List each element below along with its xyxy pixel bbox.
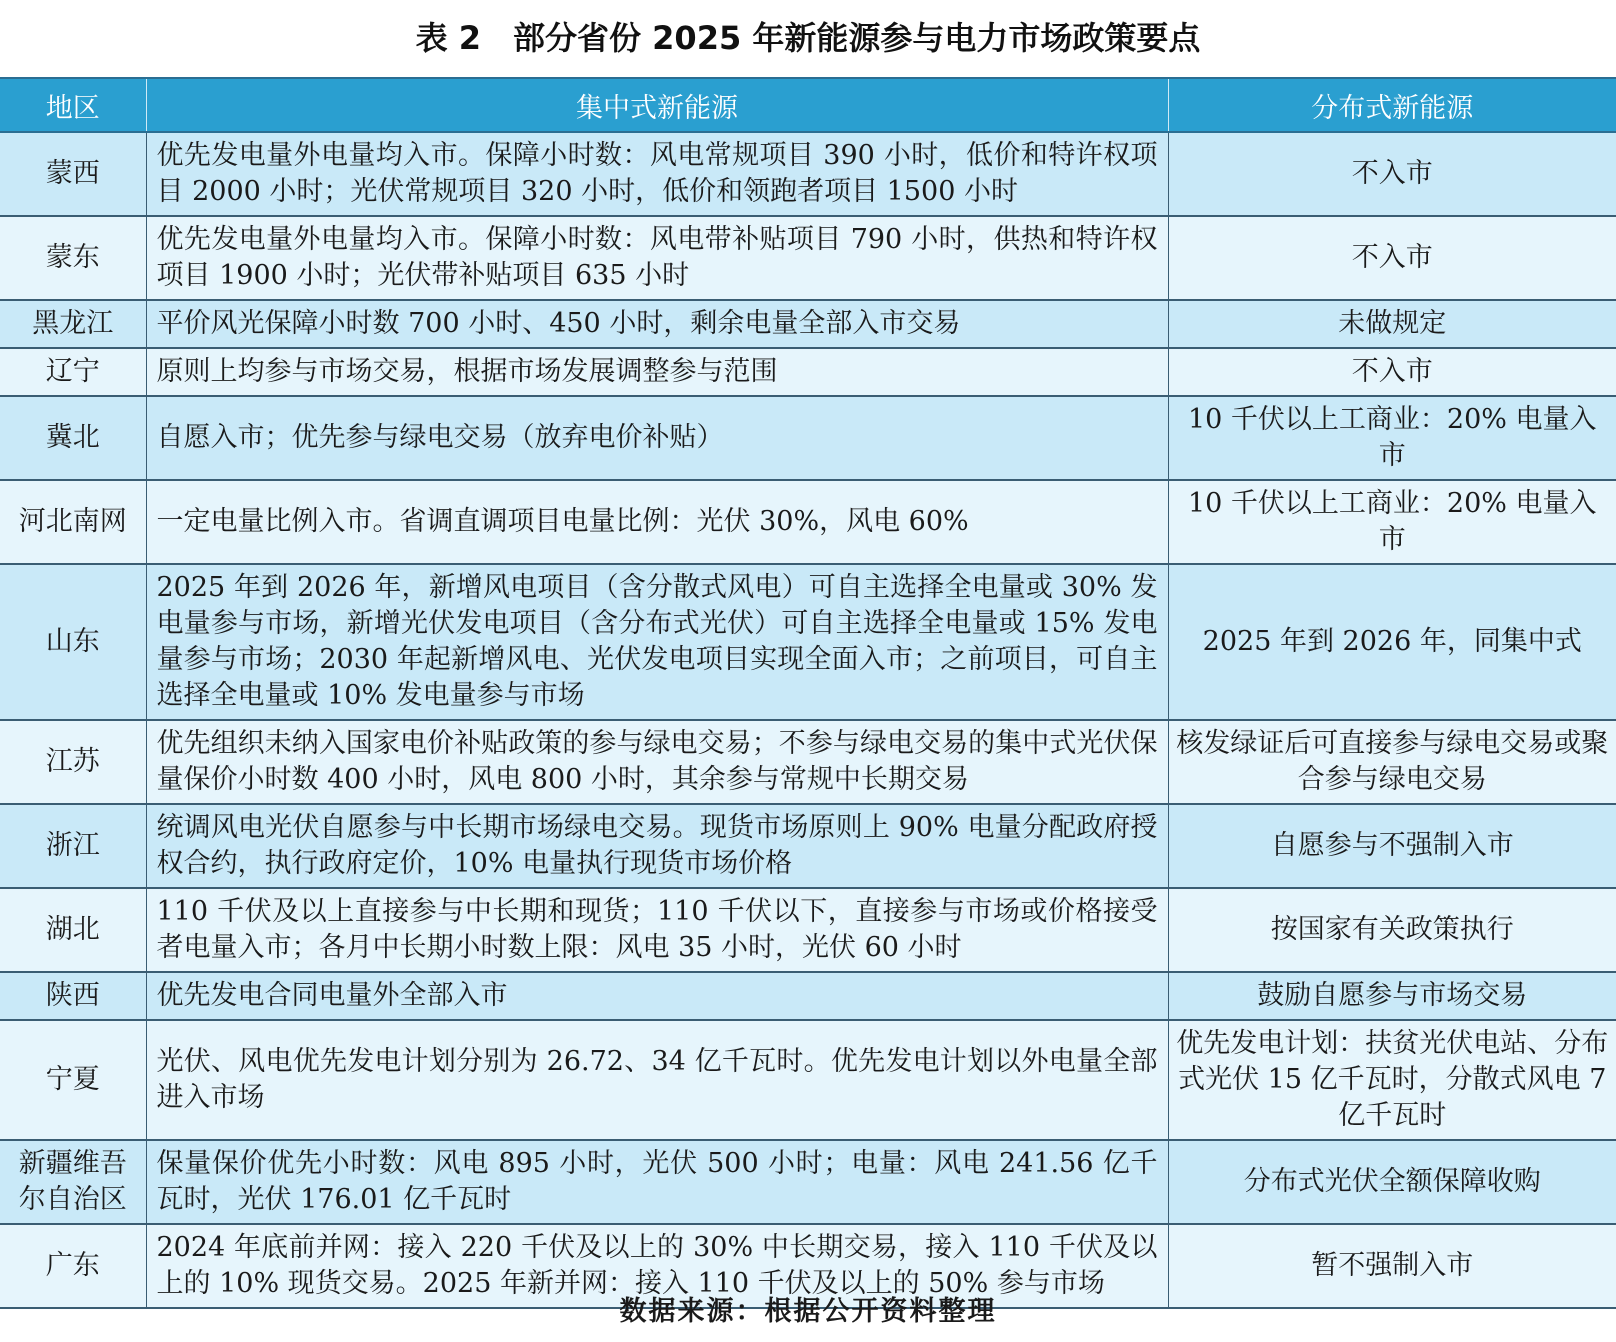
distributed-cell: 鼓励自愿参与市场交易 [1168,972,1616,1020]
region-cell: 山东 [0,564,146,720]
region-cell: 广东 [0,1224,146,1308]
header-region: 地区 [0,78,146,132]
centralized-cell: 一定电量比例入市。省调直调项目电量比例：光伏 30%，风电 60% [146,480,1168,564]
table-row [0,564,1616,720]
header-distributed: 分布式新能源 [1168,78,1616,132]
distributed-cell: 不入市 [1168,132,1616,216]
centralized-cell: 110 千伏及以上直接参与中长期和现货；110 千伏以下，直接参与市场或价格接受者电量入市；各月中长期小时数上限：风电 35 小时，光伏 60 小时 [146,888,1168,972]
centralized-cell: 优先发电量外电量均入市。保障小时数：风电常规项目 390 小时，低价和特许权项目 2000 小时；光伏常规项目 320 小时，低价和领跑者项目 1500 小时 [146,132,1168,216]
distributed-cell: 核发绿证后可直接参与绿电交易或聚合参与绿电交易 [1168,720,1616,804]
table-row [0,1140,1616,1224]
centralized-cell: 优先组织未纳入国家电价补贴政策的参与绿电交易；不参与绿电交易的集中式光伏保量保价小时数 400 小时，风电 800 小时，其余参与常规中长期交易 [146,720,1168,804]
table-header [0,78,1616,132]
distributed-cell: 10 千伏以上工商业：20% 电量入市 [1168,396,1616,480]
table-row [0,720,1616,804]
centralized-cell: 光伏、风电优先发电计划分别为 26.72、34 亿千瓦时。优先发电计划以外电量全部进入市场 [146,1020,1168,1140]
policy-table [0,77,1616,1309]
centralized-cell: 2025 年到 2026 年，新增风电项目（含分散式风电）可自主选择全电量或 30% 发电量参与市场，新增光伏发电项目（含分布式光伏）可自主选择全电量或 15% 发电量参与市场；2030 年起新增风电、光伏发电项目实现全面入市；之前项目，可自主选择全电量或 10% 发电量参与市场 [146,564,1168,720]
centralized-cell: 优先发电合同电量外全部入市 [146,972,1168,1020]
region-cell: 新疆维吾尔自治区 [0,1140,146,1224]
centralized-cell: 原则上均参与市场交易，根据市场发展调整参与范围 [146,348,1168,396]
centralized-cell: 自愿入市；优先参与绿电交易（放弃电价补贴） [146,396,1168,480]
table-row [0,300,1616,348]
region-cell: 蒙东 [0,216,146,300]
region-cell: 湖北 [0,888,146,972]
table-body [0,132,1616,1308]
centralized-cell: 统调风电光伏自愿参与中长期市场绿电交易。现货市场原则上 90% 电量分配政府授权合约，执行政府定价，10% 电量执行现货市场价格 [146,804,1168,888]
region-cell: 陕西 [0,972,146,1020]
centralized-cell: 2024 年底前并网：接入 220 千伏及以上的 30% 中长期交易，接入 110 千伏及以上的 10% 现货交易。2025 年新并网：接入 110 千伏及以上的 50% 参与市场 [146,1224,1168,1308]
distributed-cell: 2025 年到 2026 年，同集中式 [1168,564,1616,720]
region-cell: 浙江 [0,804,146,888]
centralized-cell: 平价风光保障小时数 700 小时、450 小时，剩余电量全部入市交易 [146,300,1168,348]
region-cell: 蒙西 [0,132,146,216]
distributed-cell: 未做规定 [1168,300,1616,348]
source-note: 数据来源：根据公开资料整理 [619,1296,997,1327]
distributed-cell: 分布式光伏全额保障收购 [1168,1140,1616,1224]
table-title: 表 2 部分省份 2025 年新能源参与电力市场政策要点 [415,19,1201,57]
table-row [0,804,1616,888]
table-row [0,972,1616,1020]
table-row [0,480,1616,564]
table-row [0,216,1616,300]
header-row [0,78,1616,132]
region-cell: 冀北 [0,396,146,480]
header-centralized: 集中式新能源 [146,78,1168,132]
table-row [0,1020,1616,1140]
distributed-cell: 不入市 [1168,348,1616,396]
distributed-cell: 暂不强制入市 [1168,1224,1616,1308]
table-row [0,132,1616,216]
distributed-cell: 优先发电计划：扶贫光伏电站、分布式光伏 15 亿千瓦时，分散式风电 7 亿千瓦时 [1168,1020,1616,1140]
region-cell: 河北南网 [0,480,146,564]
centralized-cell: 优先发电量外电量均入市。保障小时数：风电带补贴项目 790 小时，供热和特许权项目 1900 小时；光伏带补贴项目 635 小时 [146,216,1168,300]
centralized-cell: 保量保价优先小时数：风电 895 小时，光伏 500 小时；电量：风电 241.56 亿千瓦时，光伏 176.01 亿千瓦时 [146,1140,1168,1224]
region-cell: 江苏 [0,720,146,804]
distributed-cell: 10 千伏以上工商业：20% 电量入市 [1168,480,1616,564]
distributed-cell: 自愿参与不强制入市 [1168,804,1616,888]
table-row [0,888,1616,972]
region-cell: 宁夏 [0,1020,146,1140]
distributed-cell: 按国家有关政策执行 [1168,888,1616,972]
table-row [0,348,1616,396]
region-cell: 辽宁 [0,348,146,396]
region-cell: 黑龙江 [0,300,146,348]
table-row [0,396,1616,480]
distributed-cell: 不入市 [1168,216,1616,300]
